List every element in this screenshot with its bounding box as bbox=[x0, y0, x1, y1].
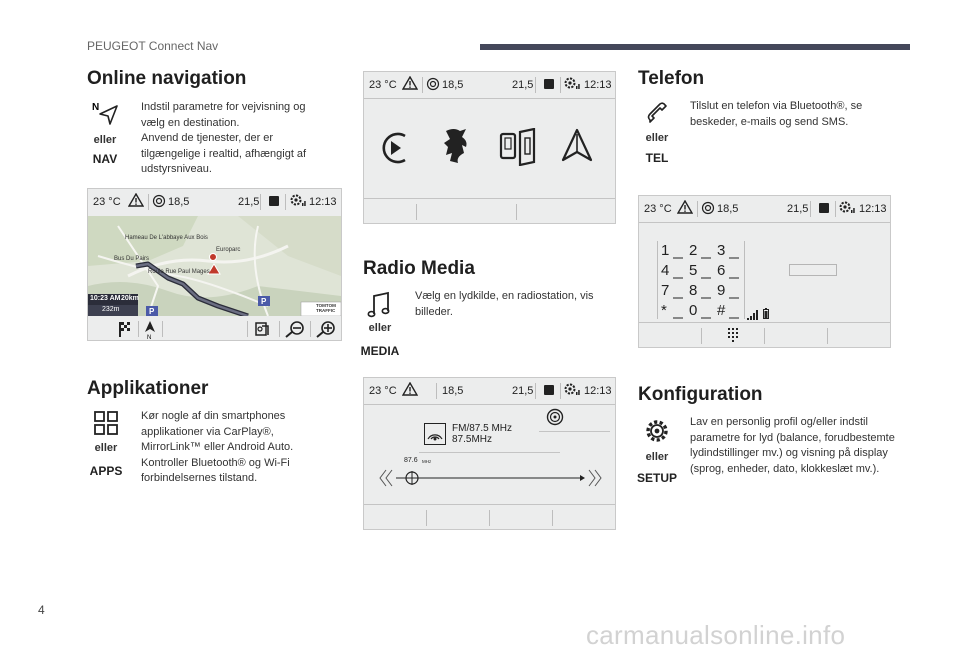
map-label: Roule Rue Paul Mages bbox=[148, 269, 210, 275]
key-6[interactable]: 6 bbox=[717, 262, 726, 279]
phone-battery-icon bbox=[817, 201, 831, 218]
media-play-icon[interactable] bbox=[379, 130, 411, 171]
settings-signal-icon bbox=[563, 382, 581, 400]
home-screen bbox=[363, 71, 616, 224]
key-2[interactable]: 2 bbox=[689, 242, 698, 259]
warning-icon bbox=[677, 200, 693, 217]
settings-signal-icon bbox=[838, 200, 856, 218]
radio-signal-icon bbox=[426, 77, 440, 94]
phone-battery-icon bbox=[542, 77, 556, 94]
nav-icon-group bbox=[82, 100, 128, 166]
map-distance: 20km bbox=[121, 295, 139, 302]
eller-label: eller bbox=[368, 322, 392, 334]
frequency-slider[interactable] bbox=[374, 466, 607, 490]
status-bar bbox=[364, 378, 615, 404]
key-7[interactable]: 7 bbox=[661, 282, 670, 299]
map-label: Hameau De L'abbaye Aux Bois bbox=[125, 235, 208, 241]
map-settings-icon[interactable] bbox=[254, 320, 272, 343]
status-value-left: 18,5 bbox=[717, 203, 739, 215]
radio-source-icon[interactable] bbox=[546, 408, 564, 431]
settings-gear-icon bbox=[643, 417, 671, 445]
radio-screen bbox=[363, 377, 616, 530]
station-name: 87.5MHz bbox=[452, 434, 493, 445]
map-view[interactable] bbox=[88, 216, 341, 316]
eller-label: eller bbox=[93, 134, 117, 146]
page-number: 4 bbox=[38, 603, 45, 617]
temperature: 23 °C bbox=[369, 385, 397, 397]
section-title-telefon: Telefon bbox=[638, 68, 705, 89]
number-entry-field[interactable] bbox=[789, 264, 837, 276]
clock: 12:13 bbox=[309, 196, 337, 208]
nav-code: NAV bbox=[92, 152, 118, 166]
destination-flag-icon[interactable] bbox=[118, 321, 132, 342]
section-title-konfiguration: Konfiguration bbox=[638, 384, 763, 405]
status-value-left: 18,5 bbox=[442, 79, 464, 91]
svg-text:P: P bbox=[261, 297, 267, 306]
key-5[interactable]: 5 bbox=[689, 262, 698, 279]
eller-label: eller bbox=[645, 451, 669, 463]
station-frequency: FM/87.5 MHz bbox=[452, 423, 513, 434]
navigation-screen bbox=[87, 188, 342, 341]
settings-signal-icon bbox=[563, 76, 581, 94]
radio-signal-icon bbox=[152, 194, 166, 211]
status-value-right: 21,5 bbox=[512, 79, 534, 91]
navigation-icon[interactable] bbox=[561, 128, 593, 169]
tel-icon-group bbox=[634, 100, 680, 165]
setup-code: SETUP bbox=[636, 471, 677, 485]
tuner-unit: MHz bbox=[422, 459, 432, 464]
key-9[interactable]: 9 bbox=[717, 282, 726, 299]
konfiguration-description: Lav en personlig profil og/eller indstil parametre for lyd (balance, forudbestemte lydindstillinger mv.) og visning på display (sprog, enheder, dato, klokkeslæt mv.). bbox=[690, 416, 895, 475]
status-value-left: 18,5 bbox=[168, 196, 190, 208]
apps-code: APPS bbox=[89, 464, 123, 478]
watermark: carmanualsonline.info bbox=[586, 620, 846, 650]
key-0[interactable]: 0 bbox=[689, 302, 698, 319]
mirror-screen-icon[interactable] bbox=[498, 128, 538, 171]
status-value-left: 18,5 bbox=[442, 385, 464, 397]
eller-label: eller bbox=[94, 442, 118, 454]
setup-icon-group bbox=[634, 417, 680, 485]
svg-text:N: N bbox=[147, 335, 152, 340]
eller-label: eller bbox=[645, 132, 669, 144]
key-3[interactable]: 3 bbox=[717, 242, 726, 259]
phone-battery-icon bbox=[267, 194, 281, 211]
status-value-right: 21,5 bbox=[787, 203, 809, 215]
navigation-arrow-icon bbox=[90, 100, 120, 130]
key-1[interactable]: 1 bbox=[661, 242, 670, 259]
traffic-badge: TOMTOM TRAFFIC bbox=[316, 303, 336, 313]
applikationer-description: Kør nogle af din smartphones applikationer via CarPlay®, MirrorLink™ eller Android Auto. Kontroller Bluetooth® og Wi-Fi forbindelsernes tilstand. bbox=[141, 410, 294, 484]
warning-icon bbox=[402, 382, 418, 399]
clock: 12:13 bbox=[584, 385, 612, 397]
warning-icon bbox=[128, 193, 144, 210]
keypad-icon[interactable] bbox=[727, 327, 739, 348]
compass-icon[interactable] bbox=[143, 320, 157, 345]
tuner-frequency: 87.6 bbox=[404, 457, 418, 464]
clock: 12:13 bbox=[584, 79, 612, 91]
zoom-out-icon[interactable] bbox=[283, 320, 307, 343]
section-title-radio-media: Radio Media bbox=[363, 258, 475, 279]
phone-screen bbox=[638, 195, 891, 348]
svg-text:P: P bbox=[149, 307, 155, 316]
music-note-icon bbox=[366, 290, 394, 320]
status-value-right: 21,5 bbox=[512, 385, 534, 397]
status-bar bbox=[639, 196, 890, 222]
warning-icon bbox=[402, 76, 418, 93]
zoom-in-icon[interactable] bbox=[314, 320, 338, 343]
temperature: 23 °C bbox=[369, 79, 397, 91]
phone-battery-icon bbox=[542, 383, 556, 400]
radio-media-description: Vælg en lydkilde, en radiostation, vis billeder. bbox=[415, 290, 594, 318]
map-remaining: 232m bbox=[102, 306, 120, 313]
phone-handset-icon bbox=[644, 100, 670, 126]
map-time: 10:23 AM bbox=[90, 295, 121, 302]
apps-icon-group bbox=[83, 410, 129, 478]
document-header: PEUGEOT Connect Nav bbox=[87, 39, 219, 53]
map-label: Bus Du Pairs bbox=[114, 256, 150, 262]
status-value-right: 21,5 bbox=[238, 196, 260, 208]
header-bar bbox=[480, 44, 910, 50]
svg-text:N: N bbox=[92, 102, 100, 113]
tel-code: TEL bbox=[645, 151, 669, 165]
key-hash[interactable]: # bbox=[717, 302, 726, 319]
telefon-description: Tilslut en telefon via Bluetooth®, se beskeder, e-mails og send SMS. bbox=[690, 100, 863, 128]
status-bar bbox=[364, 72, 615, 98]
peugeot-lion-icon[interactable] bbox=[440, 127, 472, 170]
nav-toolbar bbox=[88, 317, 341, 341]
key-star[interactable]: * bbox=[661, 302, 667, 319]
status-bar bbox=[88, 189, 341, 215]
media-code: MEDIA bbox=[360, 344, 400, 358]
phone-keypad bbox=[661, 241, 745, 321]
settings-signal-icon bbox=[289, 193, 307, 211]
keypad-underlines bbox=[661, 241, 745, 321]
station-logo-icon bbox=[424, 423, 446, 450]
radio-signal-icon bbox=[701, 201, 715, 218]
media-icon-group bbox=[357, 290, 403, 358]
key-8[interactable]: 8 bbox=[689, 282, 698, 299]
section-title-online-navigation: Online navigation bbox=[87, 68, 247, 89]
online-navigation-description: Indstil parametre for vejvisning og vælg en destination. Anvend de tjenester, der er tilgængelige i realtid, afhængigt af udstyrsniveau. bbox=[141, 101, 307, 175]
section-title-applikationer: Applikationer bbox=[87, 378, 209, 399]
apps-grid-icon bbox=[93, 410, 119, 436]
temperature: 23 °C bbox=[644, 203, 672, 215]
map-label: Europarc bbox=[216, 247, 241, 253]
clock: 12:13 bbox=[859, 203, 887, 215]
key-4[interactable]: 4 bbox=[661, 262, 670, 279]
temperature: 23 °C bbox=[93, 196, 121, 208]
